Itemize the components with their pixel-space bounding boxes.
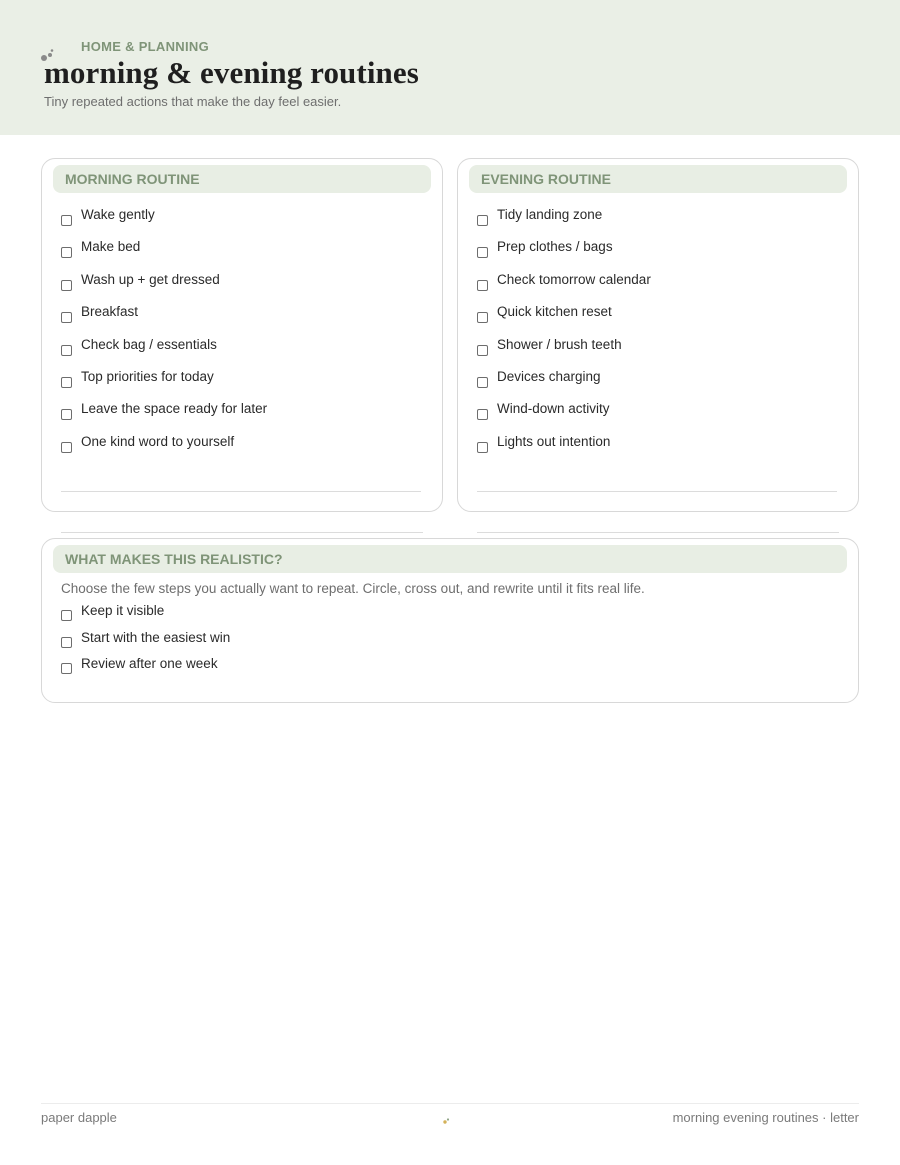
- morning-routine-card: [41, 158, 443, 512]
- checklist-item-label: Wind-down activity: [497, 401, 610, 417]
- checkbox[interactable]: [477, 312, 488, 323]
- checklist-item-label: Breakfast: [81, 304, 139, 320]
- checklist-item-label: One kind word to yourself: [81, 433, 235, 449]
- checkbox[interactable]: [61, 215, 72, 226]
- footer-brand: paper dapple: [41, 1110, 117, 1125]
- checklist-item-label: Devices charging: [497, 368, 601, 384]
- checkbox[interactable]: [61, 247, 72, 258]
- checklist-item-label: Tidy landing zone: [497, 207, 603, 222]
- checklist-item-label: Check bag / essentials: [81, 336, 217, 352]
- checkbox[interactable]: [477, 442, 488, 453]
- write-in-line: [477, 532, 839, 533]
- checkbox[interactable]: [61, 442, 72, 453]
- checkbox[interactable]: [477, 247, 488, 258]
- checkbox[interactable]: [477, 377, 488, 388]
- brand-dots-icon: [442, 1116, 451, 1125]
- checkbox[interactable]: [61, 610, 72, 621]
- checklist-item-label: Check tomorrow calendar: [497, 271, 651, 287]
- checklist-item-label: Wash up + get dressed: [81, 271, 220, 287]
- checklist-item-label: Lights out intention: [497, 433, 611, 449]
- realistic-tips-heading: WHAT MAKES THIS REALISTIC?: [53, 545, 847, 573]
- checkbox[interactable]: [61, 409, 72, 420]
- write-in-line: [61, 491, 421, 492]
- checkbox[interactable]: [61, 637, 72, 648]
- checklist-item-label: Start with the easiest win: [81, 629, 231, 645]
- footer-divider: [41, 1103, 859, 1104]
- page-subtitle: Tiny repeated actions that make the day feel easier.: [44, 94, 342, 109]
- checklist-item-label: Quick kitchen reset: [497, 304, 612, 320]
- page-header: [0, 0, 900, 135]
- checklist-item-label: Make bed: [81, 239, 141, 255]
- checklist-item-label: Keep it visible: [81, 603, 165, 618]
- page-title: morning & evening routines: [44, 55, 419, 90]
- checkbox[interactable]: [477, 215, 488, 226]
- category-label: HOME & PLANNING: [81, 39, 209, 54]
- checkbox[interactable]: [61, 280, 72, 291]
- checkbox[interactable]: [61, 663, 72, 674]
- checkbox[interactable]: [477, 409, 488, 420]
- realistic-tips-note: Choose the few steps you actually want to repeat. Circle, cross out, and rewrite until it fits real life.: [61, 581, 645, 596]
- evening-routine-card: [457, 158, 859, 512]
- checklist-item-label: Review after one week: [81, 656, 218, 671]
- checklist-item-label: Top priorities for today: [81, 368, 214, 384]
- checkbox[interactable]: [61, 312, 72, 323]
- write-in-line: [61, 532, 423, 533]
- checklist-item-label: Prep clothes / bags: [497, 239, 613, 255]
- realistic-tips-card: [41, 538, 859, 703]
- footer-doc-name: morning evening routines · letter: [672, 1110, 859, 1125]
- write-in-line: [477, 491, 837, 492]
- checkbox[interactable]: [61, 377, 72, 388]
- evening-routine-heading: EVENING ROUTINE: [469, 165, 847, 193]
- checklist-item-label: Shower / brush teeth: [497, 336, 622, 352]
- checklist-item-label: Leave the space ready for later: [81, 401, 268, 417]
- checkbox[interactable]: [61, 345, 72, 356]
- checklist-item-label: Wake gently: [81, 207, 155, 222]
- morning-routine-heading: MORNING ROUTINE: [53, 165, 431, 193]
- checkbox[interactable]: [477, 280, 488, 291]
- checkbox[interactable]: [477, 345, 488, 356]
